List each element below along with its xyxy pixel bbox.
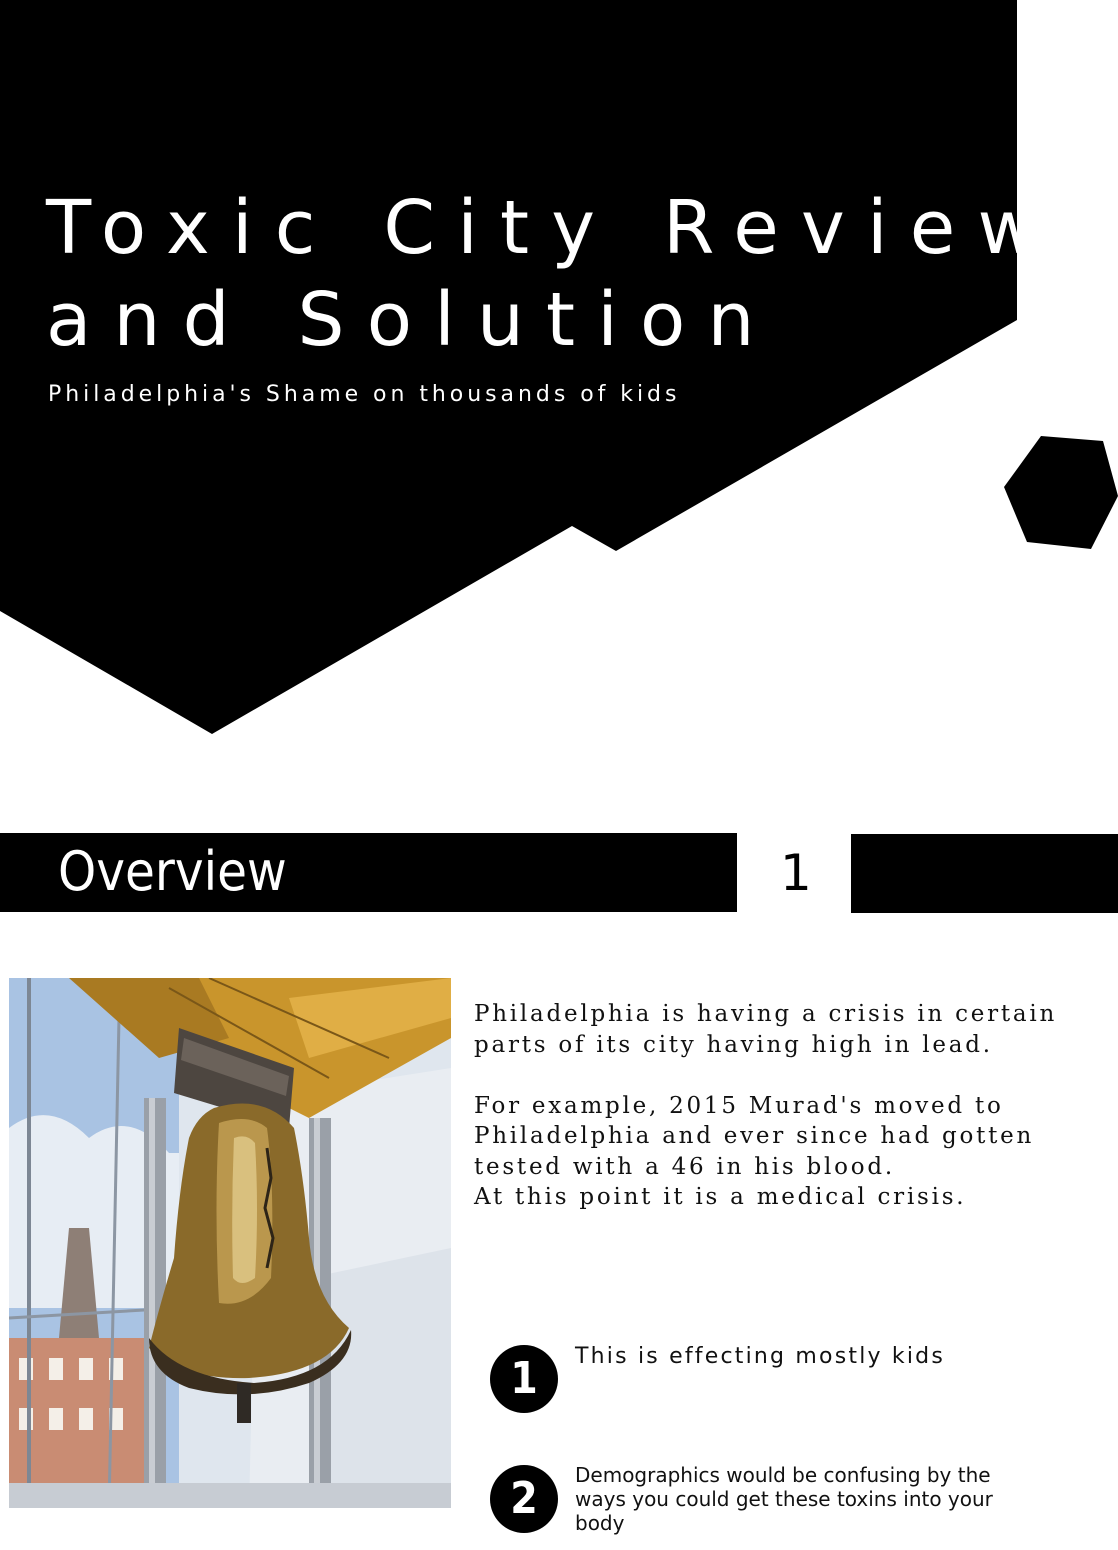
section-number: 1 — [780, 844, 812, 902]
point-1-text: This is effecting mostly kids — [575, 1344, 945, 1369]
point-2-badge: 2 — [490, 1465, 558, 1533]
section-bar-right — [851, 834, 1118, 913]
point-1-badge: 1 — [490, 1345, 558, 1413]
hexagon-decoration — [1004, 436, 1118, 549]
overview-paragraph-3: At this point it is a medical crisis. — [474, 1184, 967, 1210]
overview-text — [474, 999, 1084, 1213]
title-line-1: Toxic City Review — [46, 185, 1061, 271]
liberty-bell-photo — [9, 978, 451, 1508]
header-black-shape — [0, 0, 1017, 734]
page-subtitle: Philadelphia's Shame on thousands of kids — [48, 382, 681, 407]
section-heading: Overview — [58, 840, 287, 903]
title-line-2: and Solution — [46, 277, 777, 363]
page-title — [46, 182, 1060, 366]
overview-paragraph-2: For example, 2015 Murad's moved to Philadelphia and ever since had gotten tested with a 46 in his blood. — [474, 1092, 1035, 1180]
point-2-text: Demographics would be confusing by the ways you could get these toxins into your body — [575, 1463, 993, 1535]
overview-paragraph-1: Philadelphia is having a crisis in certain parts of its city having high in lead. — [474, 1001, 1058, 1058]
